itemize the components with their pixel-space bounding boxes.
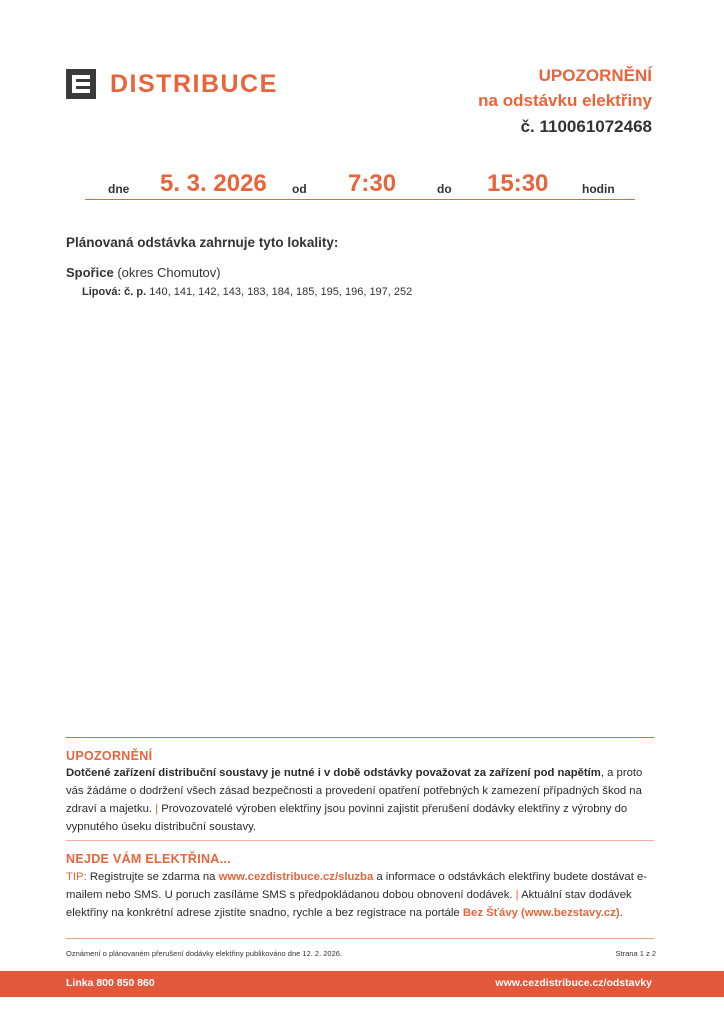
street-label: Lipová: č. p. [82,286,147,298]
warning-title: UPOZORNĚNÍ [66,749,153,763]
hotline: Linka 800 850 860 [66,977,155,989]
warning-bold-text: Dotčené zařízení distribuční soustavy je nutné i v době odstávky považovat za zařízení pod napětím [66,767,601,779]
unit-label: hodin [582,182,615,196]
page-number: Strana 1 z 2 [615,949,656,958]
town-name: Spořice [66,265,114,280]
tip-end: . [619,907,623,919]
bez-stavy-link[interactable]: Bez Šťávy [462,907,518,919]
day-label: dne [108,182,130,196]
divider [66,840,654,841]
bezstavy-url-link[interactable]: (www.bezstavy.cz) [521,907,620,919]
street-line [82,286,412,298]
warning-text [66,764,658,836]
notice-number: č. 110061072468 [520,117,652,136]
notice-title: UPOZORNĚNÍ [538,66,652,85]
no-power-title: NEJDE VÁM ELEKTŘINA... [66,852,231,866]
registration-link[interactable]: www.cezdistribuce.cz/sluzba [218,871,374,883]
to-label: do [437,182,452,196]
locations-heading: Plánovaná odstávka zahrnuje tyto lokality: [66,235,339,250]
house-numbers: 140, 141, 142, 143, 183, 184, 185, 195, 196, 197, 252 [149,286,413,298]
published-note: Oznámení o plánovaném přerušení dodávky elektřiny publikováno dne 12. 2. 2026. [66,949,343,958]
brand-name: DISTRIBUCE [110,70,278,98]
tip-label: TIP: [66,871,87,883]
notice-subtitle: na odstávku elektřiny [478,91,652,110]
outage-date: 5. 3. 2026 [160,170,267,197]
warning-text-1: , a proto vás žádáme o dodržení všech zásad bezpečnosti a provedení opatření potřebných k zamezení případných škod na zdraví a majetku. [66,767,643,815]
from-label: od [292,182,307,196]
separator: | [515,889,519,901]
divider [85,199,635,200]
tip-text-1: Registrujte se zdarma na [89,871,216,883]
district-name: (okres Chomutov) [117,265,221,280]
from-time: 7:30 [348,170,397,197]
no-power-text [66,868,658,922]
tip-text-3: Aktuální stav dodávek elektřiny na konkrétní adrese zjistíte snadno, rychle a bez registrace na portále [66,889,632,919]
town-line [66,265,221,280]
separator: | [155,803,159,815]
footer-url-link[interactable]: www.cezdistribuce.cz/odstavky [495,977,652,989]
divider [66,737,654,738]
warning-text-2: Provozovatelé výroben elektřiny jsou povinni zajistit přerušení dodávky elektřiny z výrobny do vypnutého úseku distribuční soustavy. [66,803,628,833]
tip-text-2: a informace o odstávkách elektřiny budete dostávat e-mailem nebo SMS. U poruch zasíláme SMS s předpokládanou dobou obnovení dodávek. [66,871,648,901]
divider [66,938,654,939]
cez-logo-icon [66,69,96,99]
to-time: 15:30 [487,170,549,197]
